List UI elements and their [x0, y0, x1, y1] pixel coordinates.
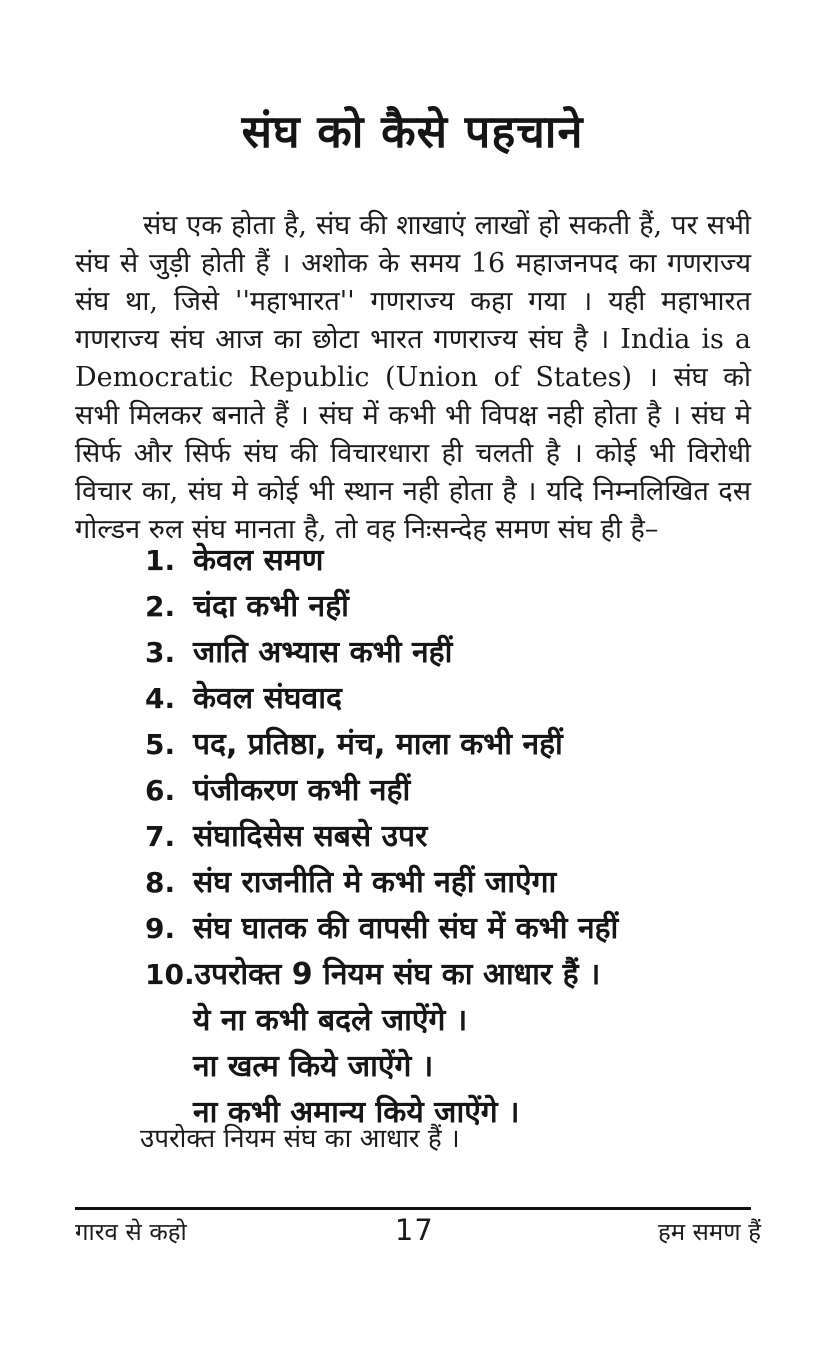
list-item: [145, 906, 765, 952]
list-item-number: 1.: [145, 544, 176, 577]
closing-note: उपरोक्त नियम संघ का आधार हैं ।: [140, 1124, 460, 1154]
list-item-text: संघ घातक की वापसी संघ में कभी नहीं: [193, 911, 619, 946]
list-item-text: केवल समण: [193, 543, 324, 578]
list-continuation-line: ये ना कभी बदले जाऐंगे ।: [193, 1003, 468, 1038]
list-item-number: 8.: [145, 866, 176, 899]
list-item: [145, 584, 765, 630]
list-item: [145, 538, 765, 584]
list-item-text: केवल संघवाद: [193, 681, 342, 716]
list-item-text: पद, प्रतिष्ठा, मंच, माला कभी नहीं: [193, 727, 563, 762]
list-item-text: चंदा कभी नहीं: [193, 589, 349, 624]
list-item: [145, 860, 765, 906]
list-item-text: उपरोक्त 9 नियम संघ का आधार हैं ।: [194, 957, 601, 992]
page-title: संघ को कैसे पहचाने: [241, 105, 584, 158]
list-item: [145, 768, 765, 814]
list-item: [145, 952, 765, 998]
golden-rules-list: [145, 538, 765, 1136]
list-item: [145, 722, 765, 768]
list-item-number: 4.: [145, 682, 176, 715]
list-item-number: 7.: [145, 820, 176, 853]
page-footer: [75, 1213, 761, 1248]
footer-left-running-title: गारव से कहो: [75, 1218, 187, 1246]
list-item-text: पंजीकरण कभी नहीं: [193, 773, 411, 808]
page-number: 17: [394, 1213, 434, 1247]
list-item-number: 5.: [145, 728, 176, 761]
list-continuation-line: ना कभी अमान्य किये जाऐंगे ।: [193, 1095, 520, 1130]
list-continuation-line: ना खत्म किये जाऐंगे ।: [193, 1049, 434, 1084]
list-item: [145, 630, 765, 676]
list-item: [145, 814, 765, 860]
list-item-text: संघादिसेस सबसे उपर: [193, 819, 428, 854]
list-item-number: 10.: [145, 958, 195, 991]
list-item-number: 6.: [145, 774, 176, 807]
body-paragraph: संघ एक होता है, संघ की शाखाएं लाखों हो सकती हैं, पर सभी संघ से जुड़ी होती हैं । अशोक के समय 16 महाजनपद का गणराज्य संघ था, जिसे ''महाभारत'' गणराज्य कहा गया । यही महाभारत गणराज्य संघ आज का छोटा भारत गणराज्य संघ है । India is a Democratic Republic (Union of States) । संघ को सभी मिलकर बनाते हैं । संघ में कभी भी विपक्ष नही होता है । संघ मे सिर्फ और सिर्फ संघ की विचारधारा ही चलती है । कोई भी विरोधी विचार का, संघ मे कोई भी स्थान नही होता है । यदि निम्नलिखित दस गोल्डन रुल संघ मानता है, तो वह निःसन्देह समण संघ ही है–: [75, 210, 751, 545]
list-item-number: 2.: [145, 590, 176, 623]
list-item-text: जाति अभ्यास कभी नहीं: [193, 635, 453, 670]
footer-rule: [75, 1207, 751, 1210]
footer-right-running-title: हम समण हैं: [657, 1218, 761, 1246]
list-item-number: 3.: [145, 636, 176, 669]
list-item: [145, 676, 765, 722]
list-item-text: संघ राजनीति मे कभी नहीं जाऐगा: [193, 865, 557, 900]
list-item-number: 9.: [145, 912, 176, 945]
